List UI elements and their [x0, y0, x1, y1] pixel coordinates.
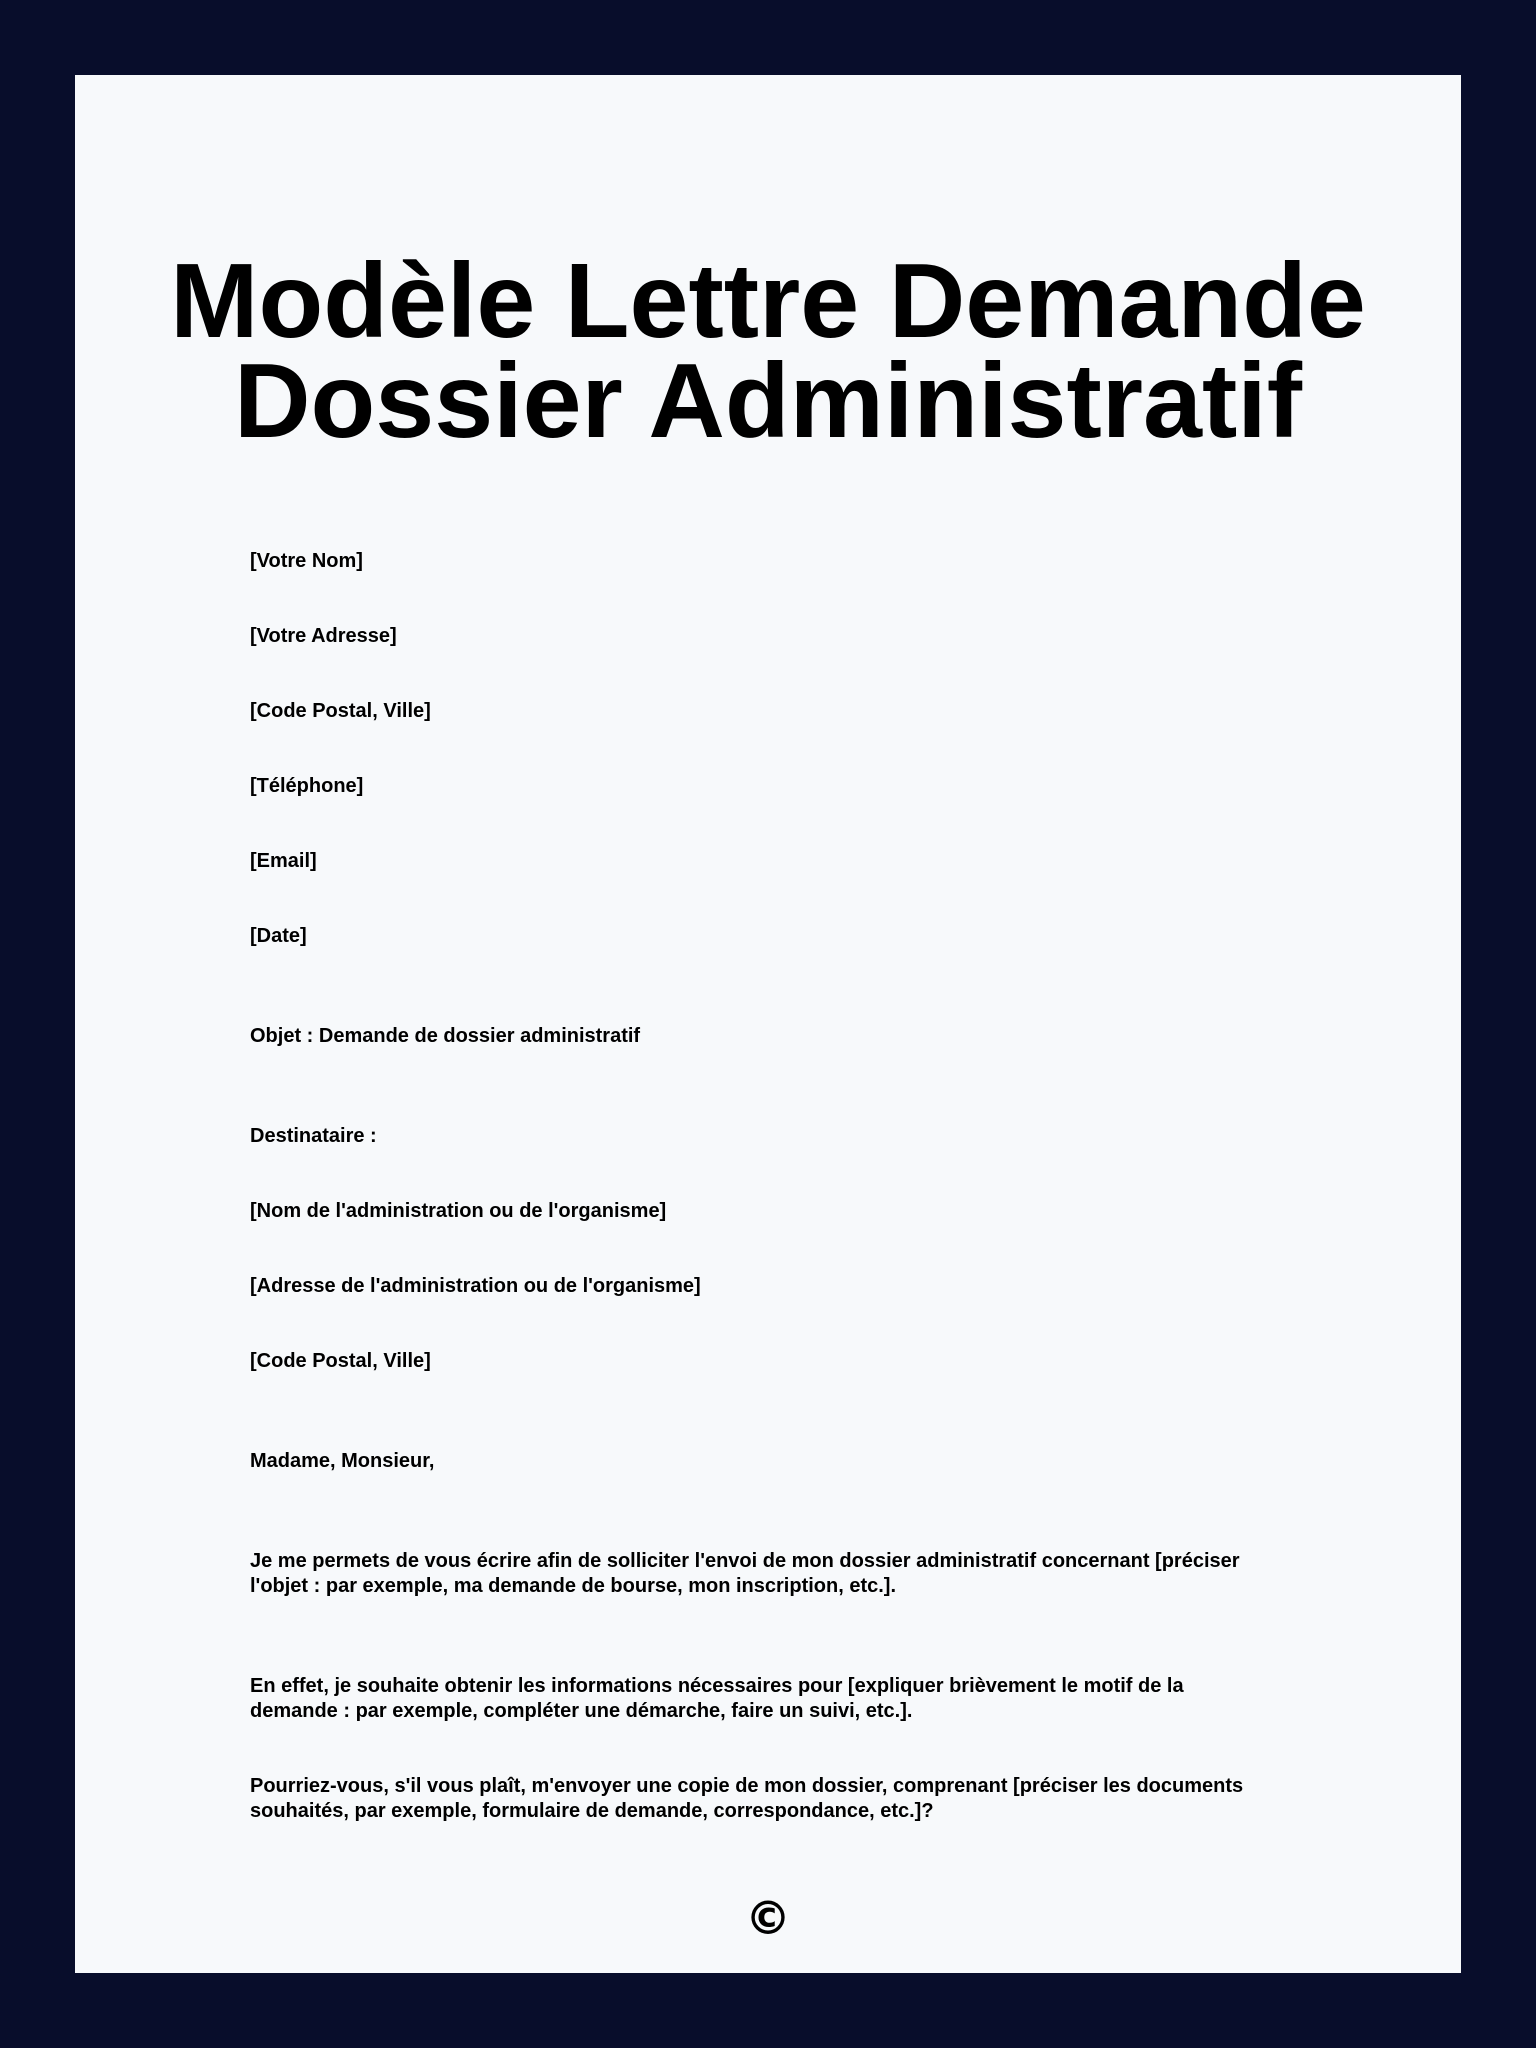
letter-date: [Date] — [250, 925, 307, 947]
paragraph-line: Je me permets de vous écrire afin de solliciter l'envoi de mon dossier administratif concernant [préciser — [250, 1550, 1240, 1572]
body-paragraph — [250, 1774, 1290, 1824]
body-paragraph — [250, 1549, 1290, 1599]
paragraph-line: souhaités, par exemple, formulaire de demande, correspondance, etc.]? — [250, 1800, 934, 1822]
copyright-icon: © — [745, 1891, 791, 1945]
recipient-postal-city: [Code Postal, Ville] — [250, 1350, 431, 1372]
sender-postal-city: [Code Postal, Ville] — [250, 700, 431, 722]
recipient-name: [Nom de l'administration ou de l'organisme] — [250, 1200, 667, 1222]
paragraph-line: En effet, je souhaite obtenir les informations nécessaires pour [expliquer brièvement le motif de la — [250, 1675, 1184, 1697]
page-title — [75, 242, 1461, 460]
recipient-label: Destinataire : — [250, 1125, 377, 1147]
salutation: Madame, Monsieur, — [250, 1450, 435, 1472]
sender-address: [Votre Adresse] — [250, 625, 397, 647]
letter-page — [75, 75, 1461, 1973]
title-line-2: Dossier Administratif — [233, 342, 1303, 460]
paragraph-line: l'objet : par exemple, ma demande de bourse, mon inscription, etc.]. — [250, 1575, 897, 1597]
sender-name: [Votre Nom] — [250, 550, 363, 572]
body-paragraph — [250, 1674, 1290, 1724]
paragraph-line: Pourriez-vous, s'il vous plaît, m'envoyer une copie de mon dossier, comprenant [préciser les documents — [250, 1775, 1244, 1797]
title-line-1: Modèle Lettre Demande — [170, 242, 1366, 360]
letter-subject: Objet : Demande de dossier administratif — [250, 1025, 641, 1047]
paragraph-line: demande : par exemple, compléter une démarche, faire un suivi, etc.]. — [250, 1700, 913, 1722]
sender-phone: [Téléphone] — [250, 775, 364, 797]
recipient-address: [Adresse de l'administration ou de l'organisme] — [250, 1275, 701, 1297]
sender-email: [Email] — [250, 850, 317, 872]
